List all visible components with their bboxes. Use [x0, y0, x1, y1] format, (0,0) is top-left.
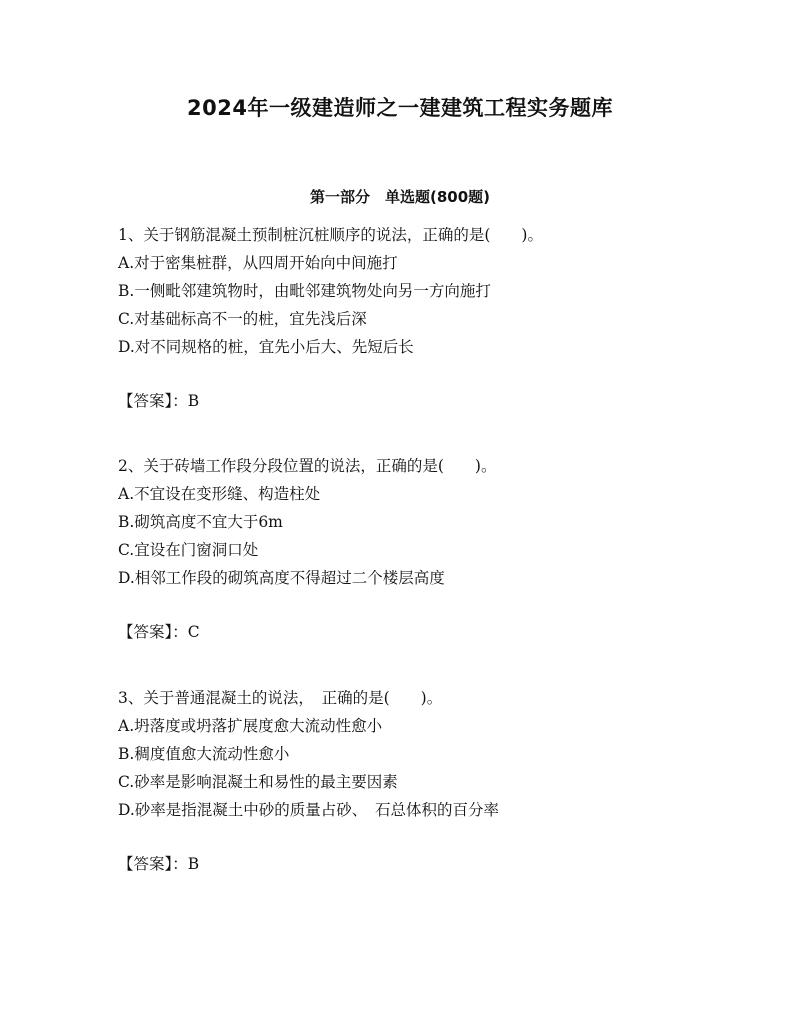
option-a: A.不宜设在变形缝、构造柱处	[118, 485, 321, 503]
option-c: C.对基础标高不一的桩，宜先浅后深	[118, 310, 367, 328]
option-d: D.砂率是指混凝土中砂的质量占砂、 石总体积的百分率	[118, 801, 500, 819]
option-a: A.坍落度或坍落扩展度愈大流动性愈小	[118, 717, 383, 735]
question-block	[118, 452, 738, 646]
option-a: A.对于密集桩群，从四周开始向中间施打	[118, 254, 398, 272]
answer-label: 【答案】：	[118, 855, 188, 873]
answer-value: C	[187, 623, 200, 641]
option-b: B.稠度值愈大流动性愈小	[118, 745, 290, 763]
option-b: B.一侧毗邻建筑物时，由毗邻建筑物处向另一方向施打	[118, 282, 491, 300]
option-d: D.相邻工作段的砌筑高度不得超过二个楼层高度	[118, 569, 445, 587]
answer-label: 【答案】：	[118, 623, 188, 641]
answer-label: 【答案】：	[118, 392, 188, 410]
question-stem: 2、关于砖墙工作段分段位置的说法，正确的是( )。	[118, 457, 497, 475]
question-block	[118, 221, 738, 415]
question-stem: 1、关于钢筋混凝土预制桩沉桩顺序的说法，正确的是( )。	[118, 226, 543, 244]
option-c: C.宜设在门窗洞口处	[118, 541, 259, 559]
question-stem: 3、关于普通混凝土的说法， 正确的是( )。	[118, 689, 443, 707]
answer-line	[118, 850, 738, 878]
option-c: C.砂率是影响混凝土和易性的最主要因素	[118, 773, 398, 791]
answer-value: B	[187, 855, 200, 873]
answer-line	[118, 618, 738, 646]
answer-line	[118, 387, 738, 415]
answer-value: B	[187, 392, 200, 410]
document-title: 2024年一级建造师之一建建筑工程实务题库	[187, 96, 613, 120]
option-b: B.砌筑高度不宜大于6m	[118, 513, 283, 531]
question-block	[118, 684, 738, 878]
option-d: D.对不同规格的桩，宜先小后大、先短后长	[118, 338, 414, 356]
section-heading: 第一部分 单选题(800题)	[309, 188, 491, 206]
